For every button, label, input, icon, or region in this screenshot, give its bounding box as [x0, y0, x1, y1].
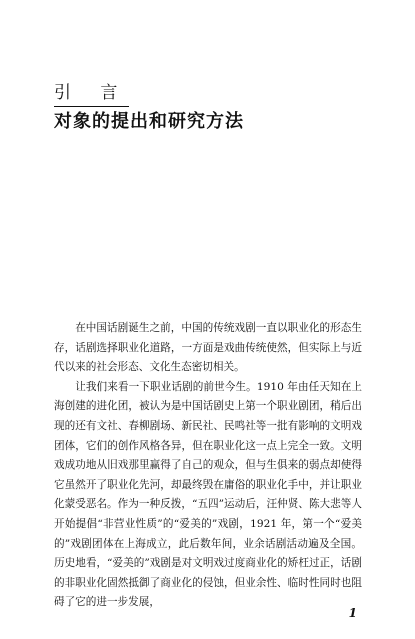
paragraph-1: 在中国话剧诞生之前，中国的传统戏剧一直以职业化的形态生存，话剧选择职业化道路，一方面是戏曲传统使然，但实际上与近代以来的社会形态、文化生态密切相关。 — [54, 322, 362, 374]
page-number: 1 — [348, 606, 357, 620]
paragraph-2: 让我们来看一下职业话剧的前世今生。1910 年由任天知在上海创建的进化团，被认为是中国话剧史上第一个职业剧团，稍后出现的还有文社、春柳剧场、新民社、民鸣社等一批有影响的文明戏团体，它们的创作风格各异，但在职业化这一点上完全一致。文明戏成功地从旧戏那里赢得了自己的观众，但与生俱来的弱点却使得它虽然开了职业化先河，却最终毁在庸俗的职业化手中，并让职业化蒙受恶名。作为一种反拨，“五四”运动后，汪仲贤、陈大悲等人开始提倡“非营业性质”的“爱美的”戏剧，1921 年，第一个“爱美的”戏剧团体在上海成立，此后数年间，业余话剧活动遍及全国。历史地看，“爱美的”戏剧是对文明戏过度商业化的矫枉过正，话剧的非职业化固然抵御了商业化的侵蚀，但业余性、临时性同时也阻碍了它的进一步发展， — [54, 380, 362, 609]
body-text — [54, 319, 362, 613]
chapter-label: 引 言 — [54, 82, 129, 107]
chapter-title: 对象的提出和研究方法 — [54, 111, 244, 132]
